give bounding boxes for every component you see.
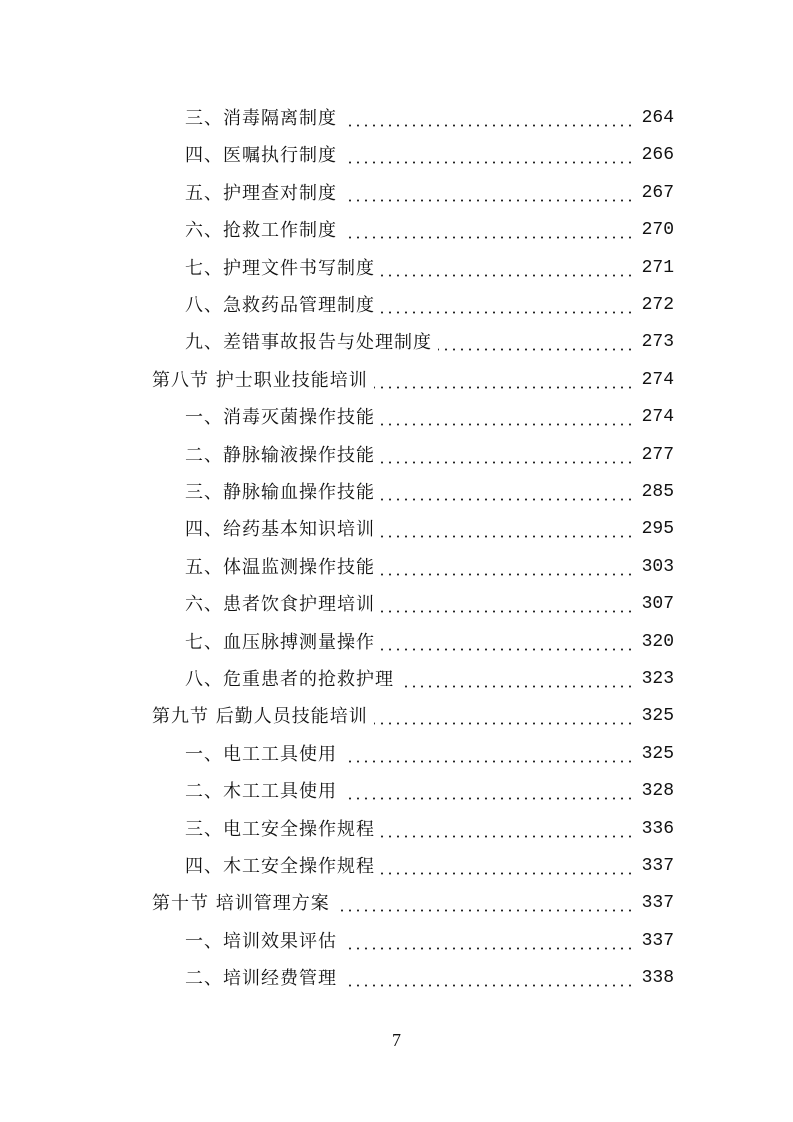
toc-entry-page: 266 (641, 145, 674, 166)
toc-dot-leader (343, 124, 634, 127)
toc-entry-title: 一、培训效果评估 (185, 930, 337, 952)
toc-entry[interactable] (0, 586, 793, 623)
toc-dot-leader (381, 274, 634, 277)
toc-entry-page: 274 (641, 369, 674, 390)
toc-entry-page: 303 (641, 556, 674, 577)
toc-entry-title: 五、体温监测操作技能 (185, 556, 375, 578)
toc-entry-title: 八、危重患者的抢救护理 (185, 669, 394, 690)
toc-entry-page: 325 (641, 706, 674, 727)
toc-dot-leader (381, 573, 634, 576)
toc-entry-page: 295 (641, 519, 674, 540)
toc-entry-title: 九、差错事故报告与处理制度 (185, 332, 432, 354)
toc-entry-title: 六、抢救工作制度 (185, 220, 337, 242)
toc-entry[interactable] (0, 511, 793, 548)
toc-entry-page: 338 (641, 968, 674, 989)
toc-dot-leader (343, 161, 634, 164)
toc-entry[interactable] (0, 175, 793, 212)
toc-entry-page: 336 (641, 818, 674, 839)
toc-dot-leader (343, 797, 634, 800)
toc-dot-leader (374, 386, 634, 389)
toc-entry[interactable] (0, 848, 793, 885)
toc-dot-leader (381, 535, 634, 538)
toc-entry-title: 一、消毒灭菌操作技能 (185, 407, 375, 429)
toc-entry-title: 第九节 后勤人员技能培训 (152, 706, 368, 728)
toc-entry-title: 六、患者饮食护理培训 (185, 594, 375, 616)
toc-entry-title: 第十节 培训管理方案 (152, 893, 330, 915)
toc-entry[interactable] (0, 137, 793, 174)
toc-entry-page: 285 (641, 482, 674, 502)
toc-entry-page: 271 (641, 257, 674, 278)
toc-entry-title: 二、静脉输液操作技能 (185, 444, 375, 466)
toc-entry[interactable] (0, 698, 793, 735)
toc-entry[interactable] (0, 212, 793, 249)
toc-entry-title: 三、电工安全操作规程 (185, 818, 375, 840)
toc-dot-leader (438, 348, 634, 351)
toc-entry-title: 五、护理查对制度 (185, 182, 337, 204)
toc-entry-title: 七、血压脉搏测量操作 (185, 631, 375, 653)
toc-entry-title: 四、给药基本知识培训 (185, 519, 375, 541)
toc-entry-title: 二、木工工具使用 (185, 781, 337, 803)
toc-entry-title: 二、培训经费管理 (185, 968, 337, 990)
toc-entry-page: 270 (641, 220, 674, 241)
toc-entry-page: 307 (641, 594, 674, 615)
toc-entry[interactable] (0, 250, 793, 287)
toc-entry-page: 323 (641, 669, 674, 689)
toc-entry[interactable] (0, 362, 793, 399)
toc-dot-leader (381, 872, 634, 875)
toc-dot-leader (381, 311, 634, 314)
toc-entry[interactable] (0, 773, 793, 810)
toc-entry-title: 八、急救药品管理制度 (185, 295, 375, 316)
toc-entry-title: 三、静脉输血操作技能 (185, 482, 375, 503)
toc-dot-leader (381, 498, 634, 501)
toc-entry[interactable] (0, 549, 793, 586)
toc-entry[interactable] (0, 100, 793, 137)
toc-entry[interactable] (0, 437, 793, 474)
toc-entry-page: 328 (641, 781, 674, 802)
toc-dot-leader (343, 947, 634, 950)
toc-entry[interactable] (0, 324, 793, 361)
toc-dot-leader (381, 423, 634, 426)
toc-entry-page: 337 (641, 893, 674, 914)
toc-entry[interactable] (0, 474, 793, 511)
toc-entry-page: 264 (641, 108, 674, 128)
toc-entry-page: 273 (641, 332, 674, 353)
toc-entry-title: 三、消毒隔离制度 (185, 108, 337, 129)
toc-entry[interactable] (0, 885, 793, 922)
toc-entry[interactable] (0, 287, 793, 324)
toc-entry[interactable] (0, 661, 793, 698)
toc-dot-leader (381, 835, 634, 838)
toc-entry-page: 337 (641, 930, 674, 951)
toc-entry-title: 七、护理文件书写制度 (185, 257, 375, 279)
toc-entry-title: 一、电工工具使用 (185, 743, 337, 765)
toc-entry-page: 267 (641, 182, 674, 203)
toc-entry[interactable] (0, 624, 793, 661)
toc-dot-leader (381, 610, 634, 613)
toc-entry-page: 325 (641, 743, 674, 764)
toc-entry[interactable] (0, 811, 793, 848)
toc-entry-page: 274 (641, 407, 674, 428)
toc-entry[interactable] (0, 399, 793, 436)
toc-entry-page: 272 (641, 295, 674, 315)
toc-dot-leader (336, 909, 634, 912)
toc-entry-title: 第八节 护士职业技能培训 (152, 369, 368, 391)
toc-dot-leader (343, 984, 634, 987)
toc-entry-title: 四、医嘱执行制度 (185, 145, 337, 167)
toc-dot-leader (374, 722, 634, 725)
toc-entry-page: 277 (641, 444, 674, 465)
toc-entry-page: 320 (641, 631, 674, 652)
toc-entry[interactable] (0, 923, 793, 960)
toc-entry-page: 337 (641, 856, 674, 876)
page-number: 7 (392, 1030, 401, 1050)
toc-dot-leader (343, 199, 634, 202)
toc-dot-leader (400, 685, 634, 688)
toc-entry[interactable] (0, 736, 793, 773)
toc-dot-leader (343, 236, 634, 239)
toc-entry-title: 四、木工安全操作规程 (185, 856, 375, 877)
toc-dot-leader (381, 461, 634, 464)
toc-entry[interactable] (0, 960, 793, 997)
toc-dot-leader (381, 648, 634, 651)
toc-dot-leader (343, 760, 634, 763)
